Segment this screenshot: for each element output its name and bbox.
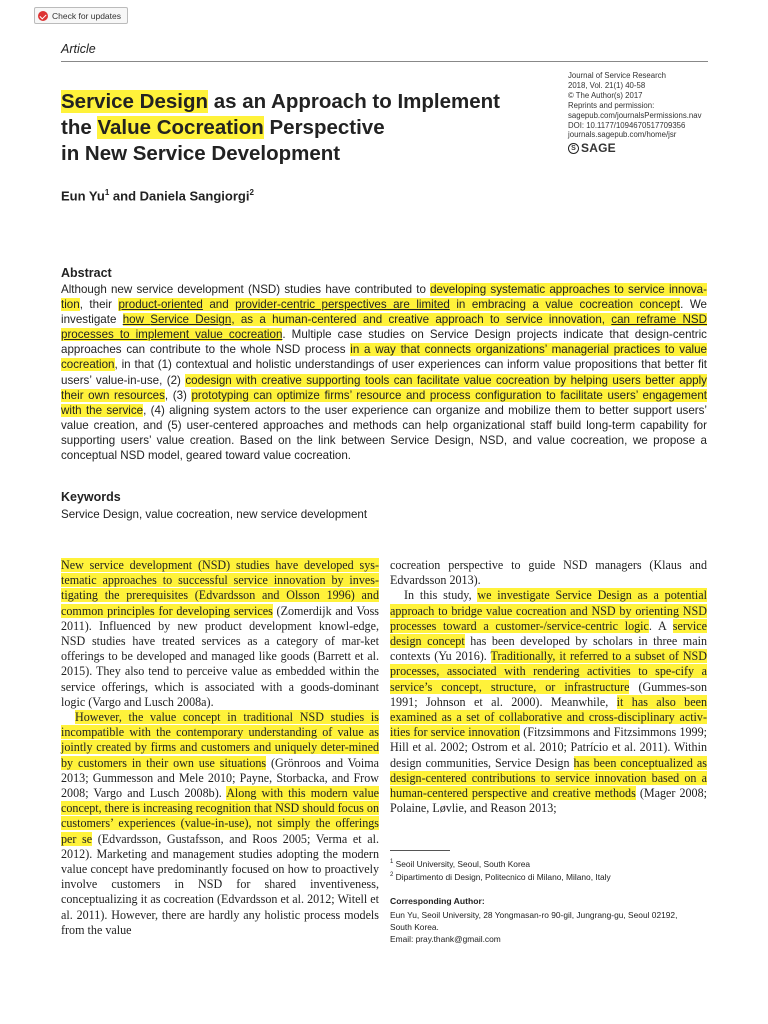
title-part: the (61, 116, 98, 139)
journal-link[interactable]: journals.sagepub.com/home/jsr (568, 130, 677, 140)
doi-link[interactable]: DOI: 10.1177/1094670517709356 (568, 120, 686, 130)
author-name: Daniela Sangiorgi (139, 188, 250, 204)
highlighted-text: service design concept (390, 618, 707, 649)
highlighted-text: it has also been examined as a set of collaborative and cross-disciplinary activ-ities for service innovation (390, 694, 707, 740)
highlighted-text: in a way that connects organizations’ managerial practices to value cocreation (61, 343, 707, 372)
footnotes (390, 857, 720, 884)
text-run: In this study, (404, 588, 478, 603)
text-run: , their (79, 298, 119, 312)
text-run: (Grönroos and Voima 2013; Gummesson and Mele 2010; Payne, Storbacka, and Frow 2008; Vargo and Lusch 2008b). (61, 755, 379, 801)
highlighted-text: developing systematic approaches to service innova-tion (61, 283, 707, 312)
title-part: Perspective (263, 116, 385, 139)
check-icon (38, 11, 48, 21)
abstract-text (61, 282, 707, 463)
corresponding-author-heading: Corresponding Author: (390, 896, 485, 906)
corresponding-address: Eun Yu, Seoil University, 28 Yongmasan-ro 90-gil, Jungrang-gu, Seoul 02192, (390, 910, 678, 920)
keywords-heading: Keywords (61, 490, 121, 504)
check-for-updates-badge[interactable] (34, 7, 128, 24)
footnote-marker: 2 (390, 872, 394, 879)
text-run: Although new service development (NSD) studies have contributed to (61, 283, 431, 296)
journal-name: Journal of Service Research (568, 71, 666, 80)
highlighted-text: Traditionally, it referred to a subset of NSD processes, associated with rendering activities to spe-cify a service’s concept, structure, or infrastructure (390, 649, 708, 694)
author-separator: and (109, 188, 140, 204)
body-column-right (390, 558, 707, 828)
body-paragraph (61, 710, 379, 938)
highlighted-text: in embracing a value cocreation concept (449, 298, 681, 312)
publisher-name: SAGE (581, 140, 616, 155)
keywords-text: Service Design, value cocreation, new service development (61, 508, 368, 521)
title-part: as an Approach to Implement (208, 90, 500, 113)
affiliation-marker: 1 (104, 188, 110, 197)
highlighted-text: provider-centric perspectives are limited (235, 298, 450, 312)
footnote-text: Dipartimento di Design, Politecnico di Milano, Milano, Italy (395, 872, 611, 883)
title-part: in New Service Development (61, 142, 341, 165)
highlighted-text: can reframe NSD processes to implement value cocreation (61, 313, 707, 342)
footnote-divider (390, 850, 450, 851)
text-run: , (4) aligning system actors to the user experience can organize and mobilize them to better support users’ value creation, and (5) user-centered approaches and methods can help organizational staff build long-term capability for supporting users’ value creation. Based on the link between Service Design, NSD, and value cocreation, we propose a conceptual NSD model, geared toward value cocreation. (61, 403, 707, 463)
corresponding-author-details (390, 909, 720, 945)
article-type-label: Article (61, 42, 96, 56)
highlighted-text: how (122, 313, 151, 327)
footnote-marker: 1 (390, 859, 394, 865)
highlighted-text: has been conceptualized as design-centered contributions to service innovation based on a human-centered perspective and creative methods (390, 755, 707, 801)
highlighted-text: we investigate Service Design as a potential approach to bridge value cocreation and NSD by orienting NSD processes toward a customer-/service-centric logic (390, 588, 707, 633)
text-run: (Gummes-son 1991; Johnson et al. 2000). Meanwhile, (390, 679, 707, 709)
text-run: , (3) (164, 388, 192, 402)
text-run: has been developed by scholars in three main contexts (Yu 2016). (390, 634, 707, 664)
body-paragraph (390, 588, 707, 816)
header-divider (61, 61, 708, 62)
text-run: , in that (1) contextual and holistic understandings of user experiences can inform value propositions that better fit users’ value-in-use, (2) (61, 358, 707, 387)
text-run: . We investigate (61, 298, 708, 327)
affiliation-marker: 2 (249, 188, 254, 197)
highlighted-text: Along with this modern value concept, there is increasing recognition that NSD should focus on customers’ experiences (value-in-use), not simply the offerings per se (61, 786, 379, 846)
publisher-logo (568, 140, 728, 155)
highlighted-text: New service development (NSD) studies have developed sys-tematic approaches to successful service innovation by inves-tigating the prerequisites (Edvardsson and Olsson 1996) and common principles for developing services (61, 558, 379, 618)
footnote-text: Seoil University, Seoul, South Korea (395, 858, 531, 869)
highlighted-text: product-oriented (118, 298, 203, 312)
volume-info: 2018, Vol. 21(1) 40-58 (568, 80, 646, 90)
text-run: . Multiple case studies on Service Design projects indicate that design-centric approaches can contribute to the whole NSD process (61, 328, 707, 357)
body-paragraph (61, 558, 379, 710)
highlighted-text: However, the value concept in traditional NSD studies is incompatible with the contemporary understanding of value as jointly created by firms and customers and uniquely deter-mined by customers in their own use situations (61, 710, 379, 770)
sage-logo-icon: S (568, 143, 579, 154)
body-paragraph (390, 558, 707, 588)
author-name: Eun Yu (61, 188, 105, 204)
text-run: (Zomerdijk and Voss 2011). Influenced by new product development knowl-edge, NSD studies have treated services as a category of mar-ket offerings to be developed and managed like goods (Barrett et al. 2015). They also tend to perceive value as embedded within the service offerings, which is associated with a goods-dominant logic (Vargo and Lusch 2008a). (61, 603, 379, 709)
title-highlight-value-cocreation: Value Cocreation (97, 116, 264, 139)
title-highlight-service-design: Service Design (61, 90, 208, 113)
text-run: cocreation perspective to guide NSD managers (Klaus and Edvardsson 2013). (390, 558, 707, 588)
text-run: . A (648, 618, 673, 633)
abstract-heading: Abstract (61, 266, 112, 280)
highlighted-text: Service Design (150, 313, 232, 327)
corresponding-address: South Korea. (390, 922, 439, 932)
copyright: © The Author(s) 2017 (568, 90, 643, 100)
reprints-label: Reprints and permission: (568, 100, 655, 110)
paper-title (61, 89, 561, 167)
highlighted-text: , as a human-centered and creative approach to service innovation, (231, 313, 612, 327)
highlighted-text: codesign with creative supporting tools can facilitate value cocreation by helping users better apply their own resources (61, 373, 707, 402)
text-run: (Fitzsimmons and Fitzsimmons 1999; Hill et al. 2002; Ostrom et al. 2010; Patrício et al. 2011). Within design communities, Service Design (390, 725, 707, 770)
highlighted-text: prototyping can optimize firms’ resource and process configuration to facilitate users’ engagement with the service (61, 388, 707, 417)
highlighted-text: and (202, 298, 236, 312)
permissions-link[interactable]: sagepub.com/journalsPermissions.nav (568, 110, 702, 120)
corresponding-email[interactable]: Email: pray.thank@gmail.com (390, 934, 501, 944)
body-column-left (61, 558, 379, 958)
check-for-updates-label: Check for updates (52, 10, 121, 21)
text-run: (Mager 2008; Polaine, Løvlie, and Reason 2013; (390, 786, 707, 816)
journal-metadata (568, 71, 728, 154)
footnote (390, 870, 720, 883)
text-run: (Edvardsson, Gustafsson, and Roos 2005; Verma et al. 2012). Marketing and management studies adopting the modern value concept have predominantly focused on how to proactively involve customers in NSD for shared inventiveness, conceptualizing it as cocreation (Edvardsson et al. 2012; Witell et al. 2011). However, there are hardly any holistic process models from the value (61, 831, 380, 937)
author-line (61, 188, 254, 203)
footnote (390, 857, 720, 870)
